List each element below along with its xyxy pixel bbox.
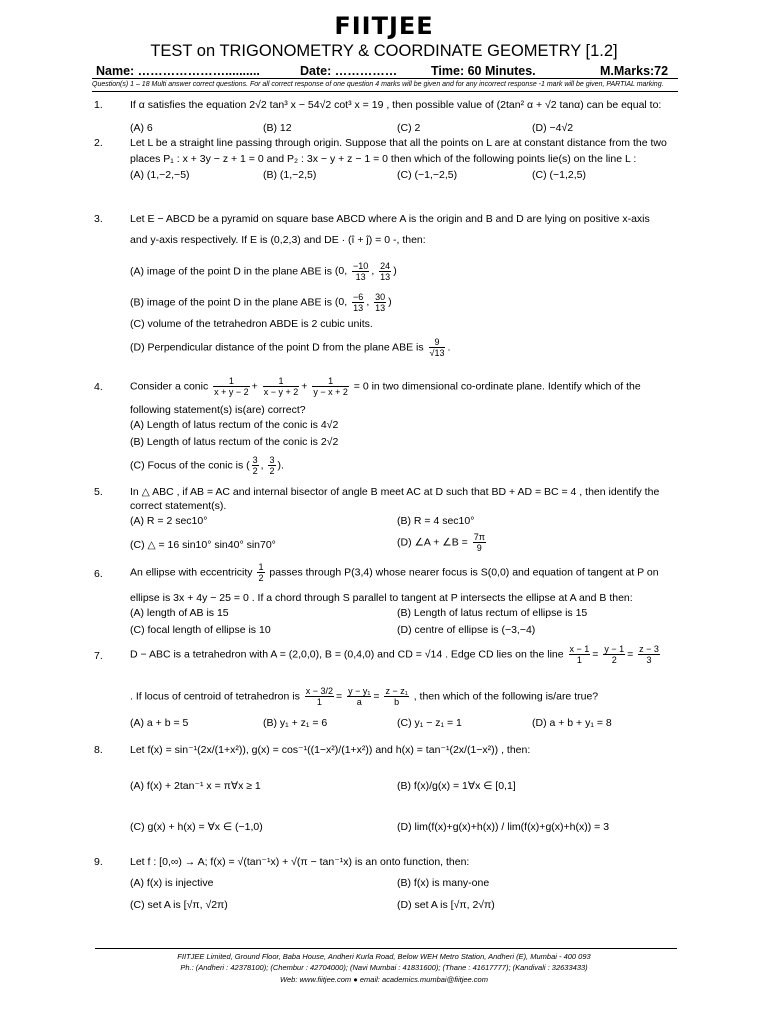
question-text-cont: following statement(s) is(are) correct? [130,404,306,416]
option-a: (A) f(x) is injective [130,877,214,889]
option-d: (D) lim(f(x)+g(x)+h(x)) / lim(f(x)+g(x)+h(x)) = 3 [397,821,610,833]
question-text-cont: places P₁ : x + 3y − z + 1 = 0 and P₂ : 3x − y + z − 1 = 0 then which of the following points lie(s) on the line L : [130,153,637,165]
question-text: Let f(x) = sin⁻¹(2x/(1+x²)), g(x) = cos⁻¹((1−x²)/(1+x²)) and h(x) = tan⁻¹(2x/(1−x²)) , then: [130,744,531,756]
fraction: $\frac{1}{x - y + 2}$ [263,376,299,397]
option-c: (C) g(x) + h(x) = ∀x ∈ (−1,0) [130,821,263,833]
question-number: 8. [94,744,103,756]
question-text: Let L be a straight line passing through origin. Suppose that all the points on L are at constant distance from the two [130,137,667,149]
point-coordinates: (0, $\frac{-6}{13}$ , $\frac{30}{13}$ ) [334,292,392,313]
question-text [130,562,659,583]
option-d-text: (D) ∠A + ∠B = [397,536,468,549]
fraction: $\frac{24}{13}$ [380,261,391,282]
question-text-a: Consider a conic [130,380,209,393]
fraction: $\frac{-6}{13}$ [353,292,364,313]
fraction: $\frac{z - 3}{3}$ [639,644,659,665]
question-text-cont: . If locus of centroid of tetrahedron is $\frac{x - 3/2}{1}$ = $\frac{\text{y − y₁}}{a}$ = $\frac{\text{z − z₁}}{b}$ , then which of the following is/are true? [130,686,599,707]
time-label: Time: 60 Minutes. [431,64,536,78]
footer-phones: Ph.: (Andheri : 42378100); (Chembur : 42704000); (Navi Mumbai : 41831600); (Thane : 41617777); (Kandivali : 32633433) [180,963,588,972]
option-a-text: (A) image of the point D in the plane ABE is [130,265,332,278]
fraction: $\frac{3}{2}$ [269,455,275,476]
question-text-b: passes through P(3,4) whose nearer focus is S(0,0) and equation of tangent at P on [269,566,659,579]
question-number: 6. [94,568,103,580]
option-c: (C) △ = 16 sin10° sin40° sin70° [130,539,276,551]
question-text-a: An ellipse with eccentricity [130,566,253,579]
option-c: (C) Focus of the conic is ( $\frac{3}{2}$ , $\frac{3}{2}$ ). [130,455,284,476]
question-text-a: D − ABC is a tetrahedron with A = (2,0,0), B = (0,4,0) and CD = √14 . Edge CD lies on the line [130,648,564,661]
option-c: (C) set A is [√π, √2π) [130,899,228,911]
question-text: If α satisfies the equation 2√2 tan³ x − 54√2 cot³ x = 19 , then possible value of (2tan² α + √2 tanα) can be equal to: [130,99,662,111]
option-c: (C) (−1,−2,5) [397,169,458,181]
question-text: In △ ABC , if AB = AC and internal bisector of angle B meet AC at D such that BD + AD = BC = 4 , then identify the [130,486,660,498]
point-coordinates: (0, $\frac{-10}{13}$ , $\frac{24}{13}$ ) [334,261,397,282]
option-d: (D) set A is [√π, 2√π) [397,899,495,911]
option-b: (B) Length of latus rectum of ellipse is 15 [397,607,588,619]
max-marks-label: M.Marks:72 [600,64,669,78]
option-c: (C) volume of the tetrahedron ABDE is 2 cubic units. [130,318,373,330]
option-b-text: (B) image of the point D in the plane ABE is [130,296,332,309]
name-field-label: Name: ………………….......... [96,64,260,78]
fraction: $\frac{7\pi}{9}$ [473,532,485,553]
fraction: $\frac{1}{y - x + 2}$ [313,376,348,397]
fraction: $\frac{30}{13}$ [375,292,386,313]
option-a: (A) a + b = 5 [130,717,189,729]
test-title: TEST on TRIGONOMETRY & COORDINATE GEOMETRY [1.2] [150,42,618,60]
option-b: (B) Length of latus rectum of the conic is 2√2 [130,436,339,448]
instructions-divider [92,91,678,92]
fraction: $\frac{\text{z − z₁}}{b}$ [385,686,408,707]
question-text-2a: . If locus of centroid of tetrahedron is [130,690,300,703]
question-text: Consider a conic $\frac{1}{x + y - 2}$ + $\frac{1}{x - y + 2}$ + $\frac{1}{y - x + 2}$ = 0 in two dimensional co-ordinate plane. Identify which of the [130,376,641,397]
question-text-cont: ellipse is 3x + 4y − 25 = 0 . If a chord through S parallel to tangent at P intersects the ellipse at A and B then: [130,592,633,604]
fraction: $\frac{x - 1}{1}$ [569,644,590,665]
fraction: $\frac{x - 3/2}{1}$ [305,686,334,707]
fraction: $\frac{y - 1}{2}$ [604,644,625,665]
option-a [130,261,397,282]
question-text: Let E − ABCD be a pyramid on square base ABCD where A is the origin and B and D are lying on positive x-axis [130,213,650,225]
option-d [397,532,488,553]
option-d: (C) (−1,2,5) [532,169,586,181]
question-text-b: = 0 in two dimensional co-ordinate plane. Identify which of the [353,380,641,393]
header-divider [92,78,678,79]
fiitjee-logo: FIITJEE [334,12,434,40]
option-d-text: (D) Perpendicular distance of the point D from the plane ABE is [130,341,424,354]
option-a: (A) R = 2 sec10° [130,515,208,527]
date-field-label: Date: …………… [300,64,398,78]
fraction: $\frac{1}{x + y - 2}$ [214,376,249,397]
option-a: (A) f(x) + 2tan⁻¹ x = π∀x ≥ 1 [130,780,261,792]
question-number: 1. [94,99,103,111]
question-number: 4. [94,381,103,393]
footer-divider [95,948,677,949]
option-c: (C) focal length of ellipse is 10 [130,624,271,636]
option-c: (C) 2 [397,122,421,134]
instructions: Question(s) 1 – 18 Multi answer correct questions. For all correct response of one question 4 marks will be given and for any incorrect response -1 mark will be given, PARTIAL marking. [92,81,664,88]
footer-address: FIITJEE Limited, Ground Floor, Baba House, Andheri Kurla Road, Below WEH Metro Station, Andheri (E), Mumbai - 400 093 [177,952,591,961]
option-d: (D) a + b + y₁ = 8 [532,717,612,729]
option-b: (B) f(x)/g(x) = 1∀x ∈ [0,1] [397,780,516,792]
footer-contact: Web: www.fiitjee.com ● email: academics.mumbai@fiitjee.com [280,975,488,984]
option-a: (A) length of AB is 15 [130,607,229,619]
question-number: 3. [94,213,103,225]
question-number: 5. [94,486,103,498]
option-a: (A) Length of latus rectum of the conic is 4√2 [130,419,339,431]
question-text-2b: , then which of the following is/are true? [413,690,599,703]
option-b [130,292,392,313]
fraction: $\frac{1}{2}$ [258,562,264,583]
fraction: $\frac{\text{y − y₁}}{a}$ [348,686,371,707]
fraction: $\frac{9}{√13}$ [429,337,445,358]
fraction: $\frac{3}{2}$ [252,455,258,476]
question-number: 2. [94,137,103,149]
option-b: (B) y₁ + z₁ = 6 [263,717,328,729]
option-d: (D) centre of ellipse is (−3,−4) [397,624,536,636]
question-text-cont: and y-axis respectively. If E is (0,2,3) and DE · (î + ĵ) = 0 -, then: [130,234,426,246]
option-d: (D) −4√2 [532,122,574,134]
option-b: (B) (1,−2,5) [263,169,317,181]
option-c-text: (C) Focus of the conic is [130,459,244,472]
option-a: (A) 6 [130,122,153,134]
option-d: (D) Perpendicular distance of the point D from the plane ABE is $\frac{9}{√13}$ . [130,337,451,358]
option-b: (B) f(x) is many-one [397,877,490,889]
question-text: Let f : [0,∞) → A; f(x) = √(tan⁻¹x) + √(π − tan⁻¹x) is an onto function, then: [130,856,470,868]
option-c: (C) y₁ − z₁ = 1 [397,717,462,729]
option-b: (B) R = 4 sec10° [397,515,475,527]
fraction: $\frac{-10}{13}$ [353,261,369,282]
option-a: (A) (1,−2,−5) [130,169,190,181]
question-text: D − ABC is a tetrahedron with A = (2,0,0), B = (0,4,0) and CD = √14 . Edge CD lies on the line $\frac{x - 1}{1}$ = $\frac{y - 1}{2}$ = $\frac{z - 3}{3}$ [130,644,659,665]
option-b: (B) 12 [263,122,292,134]
question-number: 7. [94,650,103,662]
question-number: 9. [94,856,103,868]
question-text-cont: correct statement(s). [130,500,227,512]
